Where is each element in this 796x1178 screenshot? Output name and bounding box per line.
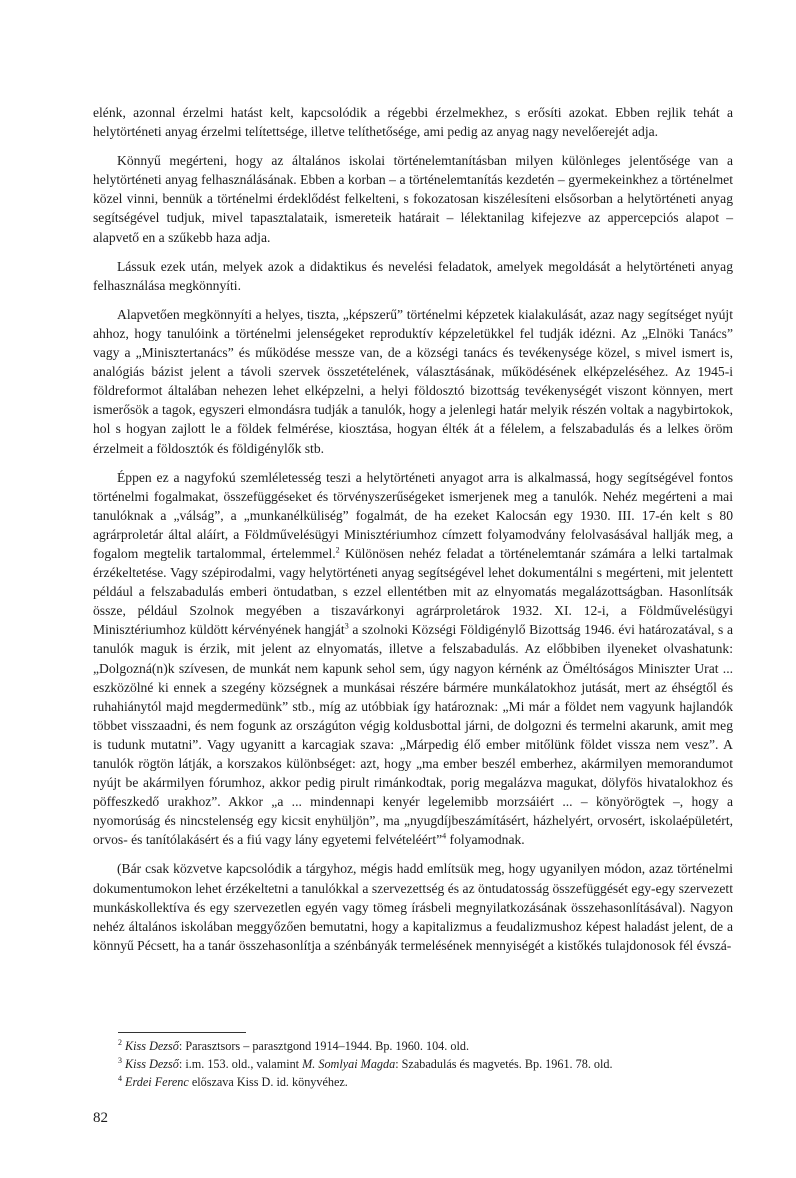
footnote-divider — [118, 1032, 246, 1033]
paragraph-5-text-c: a szolnoki Községi Földigénylő Bizottság 1946. évi határozatával, s a tanulók maguk is érzik, mit jelent az elnyomatás, illetve a felszabadulás. Az előbbiben ilyeneket olvashatunk: „Dolgozná(n)k szívesen, de munkát nem kapunk sehol sem, úgy nagyon kérnénk az Öméltóságos Miniszter Urat ... eszközölné ki ennek a szegény községnek a munkásai részére bármére munkálatokhoz jutását, mert az éhségtől és ruhahiánytól majd megdermedünk” stb., míg az utóbbiak így határoznak: „Mi már a földet nem vagyunk hajlandók többet visszaadni, és nem fogunk az országúton végig koldusbottal járni, de dolgozni és termelni akarunk, amit meg is tudunk mutatni”. Vagy ugyanitt a karcagiak szava: „Márpedig élő ember mitőlünk földet vissza nem vesz”. A tanulók rögtön látják, a korszakos különbséget: azt, hogy „ma ember beszél emberhez, akármilyen memorandumot nyújt be akármilyen fórumhoz, akkor pedig pirult rimánkodtak, porig megalázva magukat, dölyfös hivatalokhoz és pöffeszkedő urakhoz”. Akkor „a ... mindennapi kenyér legelemibb morzsáiért ... – könyörögtek –, hogy a nyomorúság és nincstelenség egy kicsit enyhüljön”, ma „nyugdíjbeszámításért, házhelyért, orvosért, iskolaépületért, orvos- és tanítólakásért és a fiú vagy lány egyetemi felvételéért” — [93, 622, 733, 848]
footnote-author: Kiss Dezső — [125, 1039, 179, 1053]
footnote-text: : i.m. 153. old., valamint — [178, 1057, 303, 1072]
footnote-text: előszava Kiss D. id. könyvéhez. — [188, 1075, 348, 1090]
footnote-ref-4: 4 — [442, 831, 447, 841]
footnote-2 — [118, 1037, 738, 1055]
footnote-author: Erdei Ferenc — [125, 1075, 189, 1090]
footnote-ref-2: 2 — [335, 545, 340, 555]
footnote-ref-3: 3 — [344, 621, 349, 631]
paragraph-3: Lássuk ezek után, melyek azok a didaktikus és nevelési feladatok, amelyek megoldását a helytörténeti anyag felhasználása megkönnyíti. — [93, 258, 733, 293]
paragraph-5-text-b: Különösen nehéz feladat a történelemtanár számára a lelki tartalmak érzékeltetése. Vagy szépirodalmi, vagy helytörténeti anyag segítségével lehet dokumentálni s megérteni, mit jelentett például a felszabadulás emberi öntudatban, s ezzel ellentétben mit az elnyomatás megalázottságban. Hasonlítsák össze, például Szolnok megyében a tiszavárkonyi agrárproletárok 1932. XI. 12-i, a Földművelésügyi Minisztériumhoz küldött kérvényének hangját — [93, 545, 733, 638]
footnote-number: 4 — [118, 1074, 122, 1084]
footnote-text: : Parasztsors – parasztgond 1914–1944. Bp. 1960. 104. old. — [178, 1039, 469, 1053]
footnotes — [118, 1037, 738, 1092]
paragraph-1: elénk, azonnal érzelmi hatást kelt, kapcsolódik a régebbi érzelmekhez, s erősíti azokat. Ebben rejlik tehát a helytörténeti anyag érzelmi telítettsége, illetve telíthetősége, ami pedig az anyag nagy nevelőerejét adja. — [93, 105, 733, 140]
footnote-author: Kiss Dezső — [125, 1057, 179, 1072]
footnote-4 — [118, 1073, 738, 1091]
page-number: 82 — [93, 1110, 108, 1126]
footnote-author-2: M. Somlyai Magda — [302, 1057, 396, 1072]
paragraph-4: Alapvetően megkönnyíti a helyes, tiszta, „képszerű” történelmi képzetek kialakulását, azaz nagy segítséget nyújt ahhoz, hogy tanulóink a történelmi jelenségeket reproduktív képzeletükkel fel tudják idézni. Az „Elnöki Tanács” vagy a „Minisztertanács” és működése messze van, de a községi tanács és tevékenysége közel, s mivel ismert is, analógiás bázist jelent a távoli szervek összetételének, választásának, működésének elképzeléséhez. Az 1945-i földreformot általában nehezen lehet elképzelni, a helyi földosztó bizottság tevékenységét viszont könnyen, mert ismerősök a tagok, egyszeri elmondásra tudják a tanulók, hogy a jelenlegi határ melyik részén voltak a nagybirtokok, hol s hogyan zajlott le a földek felmérése, kiosztása, hogyan élték át a félelem, a felszabadulás és a lelkes öröm érzelmeit a földosztók és földigénylők stb. — [93, 306, 733, 456]
paragraph-2: Könnyű megérteni, hogy az általános iskolai történelemtanításban milyen különleges jelentősége van a helytörténeti anyag felhasználásának. Ebben a korban – a történelemtanítás kezdetén – gyermekeinkhez a történelmet közel vinni, bennük a történelmi érdeklődést felkelteni, s fokozatosan kiszélesíteni elsősorban a helytörténeti anyag segítségével tudjuk, mivel tapasztalataik, ismereteik határait – lélektanilag kifejezve az appercepciós alapot – alapvető en a szűkebb haza adja. — [93, 153, 733, 245]
footnote-number: 3 — [118, 1056, 122, 1066]
page-body — [93, 103, 733, 955]
footnote-number: 2 — [118, 1037, 122, 1047]
paragraph-5 — [93, 468, 733, 850]
footnote-text-2: : Szabadulás és magvetés. Bp. 1961. 78. old. — [395, 1057, 613, 1072]
paragraph-6: (Bár csak közvetve kapcsolódik a tárgyhoz, mégis hadd említsük meg, hogy ugyanilyen módon, azaz történelmi dokumentumokon lehet érzékeltetni a tanulókkal a szervezettség és az öntudatosság összefüggését egy-egy szervezett munkáskollektíva és egy szervezetlen egyén vagy tömeg írásbeli megnyilatkozásának összehasonlításával). Nagyon nehéz általános iskolában meggyőzően bemutatni, hogy a kapitalizmus a feudalizmushoz képest haladást jelent, de a könnyű Pécsett, ha a tanár összehasonlítja a szénbányák termelésének mennyiségét a kistőkés tulajdonosok fél évszá- — [93, 861, 733, 953]
paragraph-5-text-d: folyamodnak. — [449, 832, 525, 848]
footnote-3 — [118, 1055, 738, 1073]
paragraph-5-text-a: Éppen ez a nagyfokú szemléletesség teszi a helytörténeti anyagot arra is alkalmassá, hogy segítségével fontos történelmi fogalmakat, összefüggéseket és törvényszerűségeket ismerjenek meg a tanulók. Nehéz megérteni a mai tanulóknak a „válság”, a „munkanélküliség” fogalmát, de ha ezeket Kalocsán egy 1930. III. 17-én kelt s 80 agrárproletár által aláírt, a Földművelésügyi Minisztériumhoz címzett folyamodvány felolvasásával hallják meg, a fogalom megtelik tartalommal, értelemmel. — [93, 469, 733, 561]
